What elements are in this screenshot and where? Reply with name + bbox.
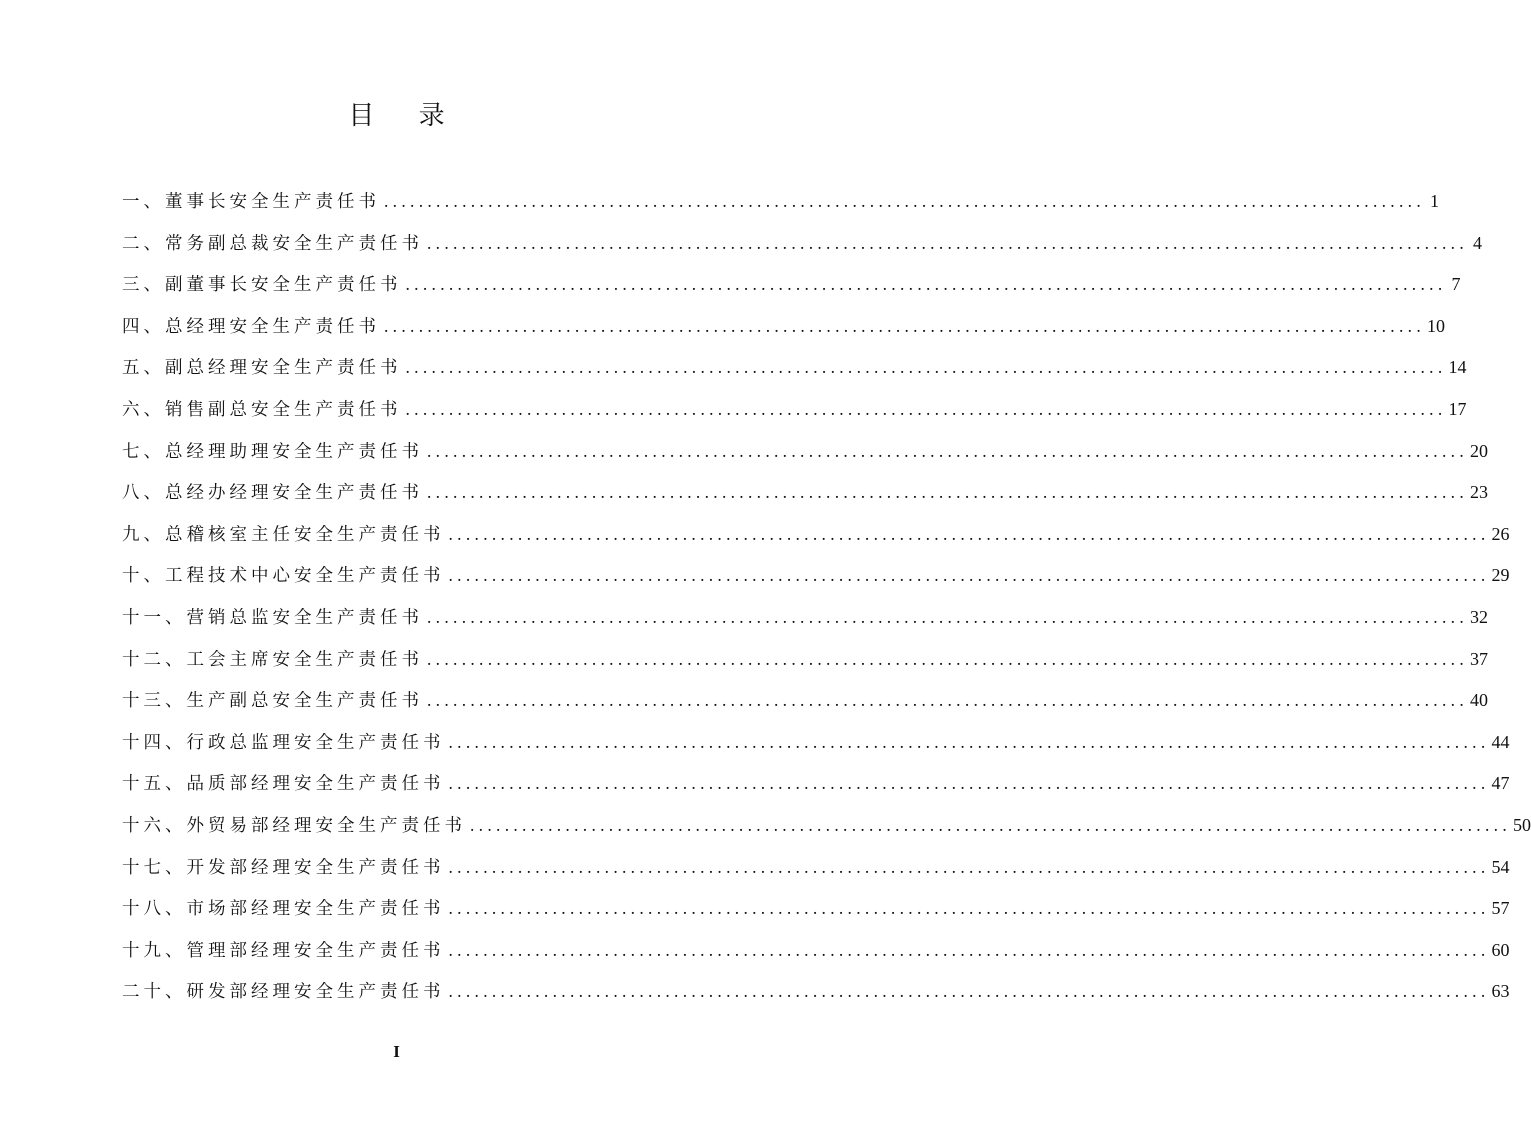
toc-entry-title: 五、副总经理安全生产责任书 [122,358,402,379]
toc-entry-title: 九、总稽核室主任安全生产责任书 [122,524,445,545]
toc-dot-leader: ........................................................................................................................ [427,690,1468,711]
toc-entry-page-number: 37 [1470,648,1488,669]
toc-entry-page-number: 54 [1491,856,1510,877]
toc-dot-leader: ........................................................................................................................ [427,648,1468,669]
toc-entry-page-number: 47 [1491,773,1510,794]
toc-entry-page-number: 44 [1491,731,1510,752]
toc-dot-leader: ........................................................................................................................ [427,232,1468,253]
toc-entry[interactable] [122,347,1467,389]
toc-entry-page-number: 7 [1451,274,1461,295]
toc-entry-title: 一、董事长安全生产责任书 [122,192,380,212]
toc-entry[interactable] [122,971,1510,1013]
toc-entry[interactable] [122,763,1510,805]
toc-entry[interactable] [122,514,1510,556]
toc-dot-leader: ........................................................................................................................ [427,606,1468,627]
toc-entry[interactable] [122,306,1445,348]
toc-entry-title: 十八、市场部经理安全生产责任书 [122,899,445,920]
toc-dot-leader: ........................................................................................................................ [448,856,1490,877]
toc-dot-leader: ........................................................................................................................ [470,814,1511,835]
toc-entry-title: 三、副董事长安全生产责任书 [122,275,402,296]
toc-entry-title: 十七、开发部经理安全生产责任书 [122,857,445,878]
toc-dot-leader: ........................................................................................................................ [448,939,1490,960]
toc-dot-leader: ........................................................................................................................ [448,565,1490,586]
toc-dot-leader: ........................................................................................................................ [405,398,1447,419]
toc-entry-page-number: 17 [1448,398,1467,419]
toc-entry[interactable] [122,639,1488,681]
toc-entry-title: 二十、研发部经理安全生产责任书 [122,982,445,1003]
toc-dot-leader: ........................................................................................................................ [405,357,1447,378]
toc-entry[interactable] [122,223,1482,265]
toc-entry-title: 二、常务副总裁安全生产责任书 [122,233,423,254]
toc-dot-leader: ........................................................................................................................ [427,440,1468,461]
toc-entry-page-number: 50 [1513,814,1531,835]
toc-entry-page-number: 14 [1448,357,1467,378]
toc-entry-page-number: 1 [1430,191,1439,211]
toc-entry-title: 八、总经办经理安全生产责任书 [122,483,423,504]
toc-entry-title: 十、工程技术中心安全生产责任书 [122,566,445,587]
toc-entry[interactable] [122,722,1510,764]
toc-entry-page-number: 10 [1427,315,1445,336]
page-number: I [393,1042,400,1061]
toc-entry[interactable] [122,888,1510,930]
toc-entry[interactable] [122,930,1510,972]
toc-entry-page-number: 20 [1470,440,1488,461]
toc-dot-leader: ........................................................................................................................ [448,523,1490,544]
toc-dot-leader: ........................................................................................................................ [448,981,1490,1002]
toc-entry[interactable] [122,597,1488,639]
toc-dot-leader: ........................................................................................................................ [384,315,1425,336]
toc-entry-title: 十四、行政总监理安全生产责任书 [122,732,445,753]
toc-entry-page-number: 29 [1491,565,1510,586]
toc-entry-page-number: 32 [1470,606,1488,627]
toc-dot-leader: ........................................................................................................................ [427,482,1468,503]
toc-entry[interactable] [122,264,1461,306]
toc-entry-title: 十六、外贸易部经理安全生产责任书 [122,815,466,836]
toc-entry[interactable] [122,389,1467,431]
toc-entry-title: 十一、营销总监安全生产责任书 [122,607,423,628]
toc-entry-page-number: 63 [1491,981,1510,1002]
toc-entry-title: 七、总经理助理安全生产责任书 [122,441,423,462]
toc-entry[interactable] [122,555,1510,597]
toc-entry-page-number: 23 [1470,482,1488,503]
table-of-contents [122,181,1531,1013]
toc-entry[interactable] [122,805,1531,847]
toc-entry-title: 十二、工会主席安全生产责任书 [122,649,423,670]
toc-dot-leader: ........................................................................................................................ [448,731,1490,752]
toc-entry-page-number: 4 [1473,232,1482,253]
toc-entry-page-number: 57 [1491,898,1510,919]
toc-entry-title: 十五、品质部经理安全生产责任书 [122,774,445,795]
toc-entry-title: 十三、生产副总安全生产责任书 [122,691,423,712]
toc-dot-leader: ........................................................................................................................ [405,274,1447,295]
toc-entry-page-number: 60 [1491,939,1510,960]
toc-entry-page-number: 26 [1491,523,1510,544]
toc-entry[interactable] [122,472,1488,514]
toc-entry-title: 四、总经理安全生产责任书 [122,316,380,337]
toc-entry[interactable] [122,680,1488,722]
toc-entry-title: 六、销售副总安全生产责任书 [122,399,402,420]
page-title: 目 录 [348,101,463,131]
toc-entry[interactable] [122,847,1510,889]
toc-entry-page-number: 40 [1470,690,1488,711]
toc-entry[interactable] [122,431,1488,473]
toc-dot-leader: ........................................................................................................................ [384,191,1425,211]
toc-dot-leader: ........................................................................................................................ [448,773,1490,794]
toc-dot-leader: ........................................................................................................................ [448,898,1490,919]
toc-entry-title: 十九、管理部经理安全生产责任书 [122,940,445,961]
toc-entry[interactable] [122,181,1439,223]
